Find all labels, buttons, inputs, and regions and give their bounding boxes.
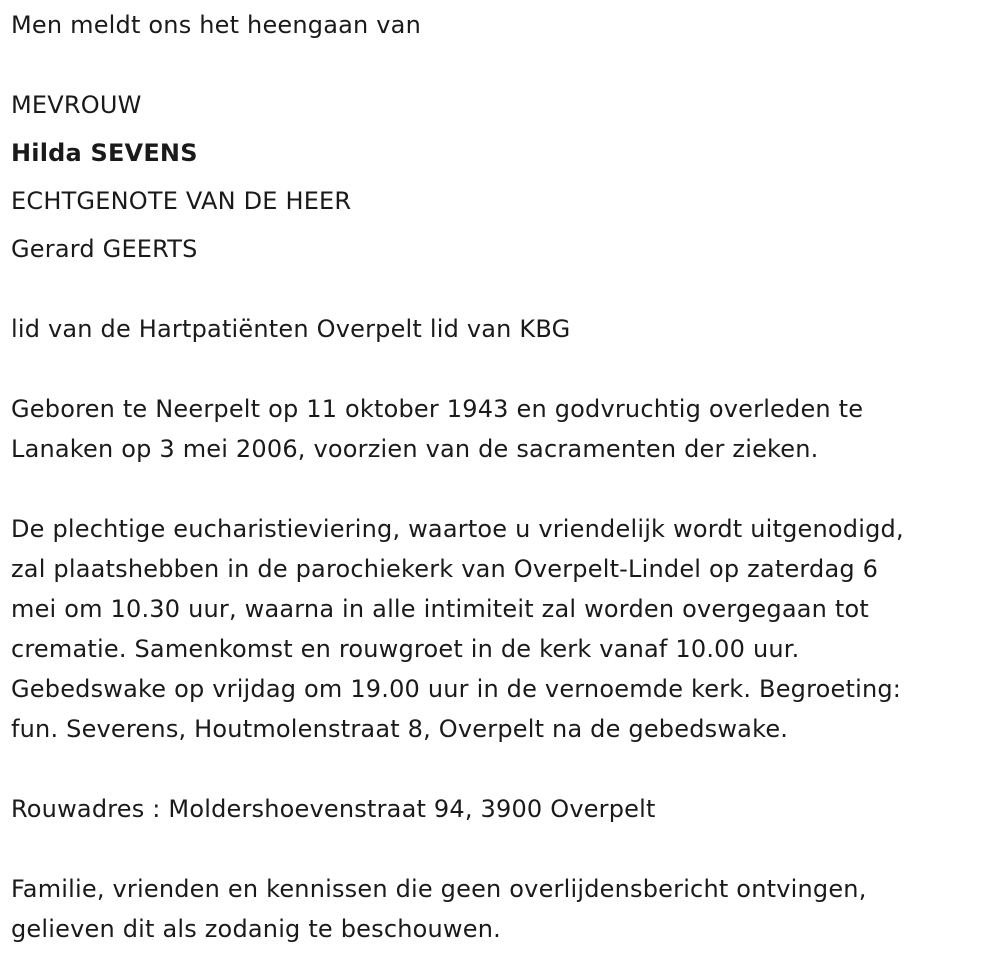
ceremony-line-3: mei om 10.30 uur, waarna in alle intimiteit zal worden overgegaan tot <box>11 595 869 623</box>
relation-text: ECHTGENOTE VAN DE HEER <box>11 187 352 215</box>
deceased-title: MEVROUW <box>11 91 142 119</box>
memberships-text: lid van de Hartpatiënten Overpelt lid van KBG <box>11 315 571 343</box>
closing-line-2: gelieven dit als zodanig te beschouwen. <box>11 915 501 943</box>
ceremony-line-2: zal plaatshebben in de parochiekerk van Overpelt-Lindel op zaterdag 6 <box>11 555 879 583</box>
mourning-address: Rouwadres : Moldershoevenstraat 94, 3900 Overpelt <box>11 795 656 823</box>
intro-text: Men meldt ons het heengaan van <box>11 11 422 39</box>
ceremony-line-4: crematie. Samenkomst en rouwgroet in de kerk vanaf 10.00 uur. <box>11 635 800 663</box>
ceremony-line-1: De plechtige eucharistieviering, waartoe u vriendelijk wordt uitgenodigd, <box>11 515 904 543</box>
closing-line-1: Familie, vrienden en kennissen die geen overlijdensbericht ontvingen, <box>11 875 867 903</box>
spouse-name: Gerard GEERTS <box>11 235 198 263</box>
deceased-name: Hilda SEVENS <box>11 139 198 167</box>
ceremony-line-5: Gebedswake op vrijdag om 19.00 uur in de vernoemde kerk. Begroeting: <box>11 675 902 703</box>
ceremony-line-6: fun. Severens, Houtmolenstraat 8, Overpelt na de gebedswake. <box>11 715 789 743</box>
birth-death-line-1: Geboren te Neerpelt op 11 oktober 1943 en godvruchtig overleden te <box>11 395 864 423</box>
birth-death-line-2: Lanaken op 3 mei 2006, voorzien van de sacramenten der zieken. <box>11 435 819 463</box>
